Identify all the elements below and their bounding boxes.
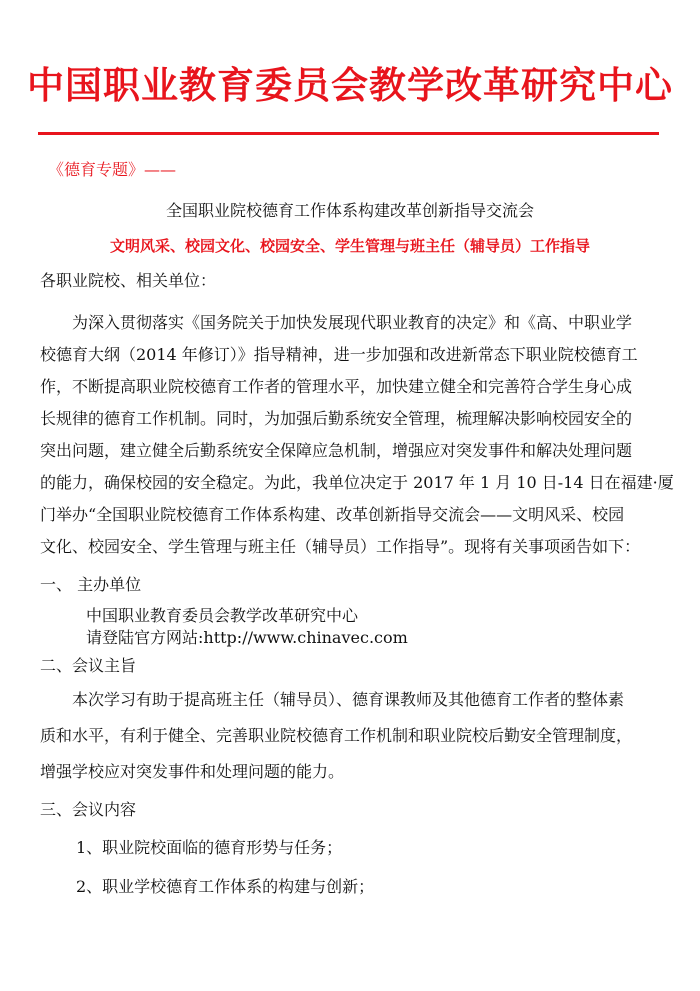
content-item: 2、职业学校德育工作体系的构建与创新； [76, 877, 375, 896]
purpose-line: 增强学校应对突发事件和处理问题的能力。 [40, 762, 345, 781]
title-divider [38, 132, 659, 135]
organizer-website: 请登陆官方网站:http://www.chinavec.com [86, 628, 408, 647]
section-heading-content: 三、会议内容 [40, 800, 137, 819]
org-title: 中国职业教育委员会教学改革研究中心 [27, 64, 673, 107]
intro-line: 的能力，确保校园的安全稳定。为此，我单位决定于 2017 年 1 月 10 日-14 日在福建·厦 [40, 473, 674, 492]
conference-title: 全国职业院校德育工作体系构建改革创新指导交流会 [165, 201, 534, 220]
content-item: 1、职业院校面临的德育形势与任务； [76, 838, 343, 857]
conference-subtitle: 文明风采、校园文化、校园安全、学生管理与班主任（辅导员）工作指导 [109, 237, 590, 255]
intro-line: 校德育大纲（2014 年修订）》指导精神，进一步加强和改进新常态下职业院校德育工 [40, 345, 638, 364]
intro-line: 长规律的德育工作机制。同时，为加强后勤系统安全管理，梳理解决影响校园安全的 [40, 409, 633, 428]
intro-line: 突出问题，建立健全后勤系统安全保障应急机制，增强应对突发事件和解决处理问题 [40, 441, 633, 460]
section-heading-organizer: 一、 主办单位 [40, 575, 142, 594]
purpose-line: 本次学习有助于提高班主任（辅导员）、德育课教师及其他德育工作者的整体素 [72, 690, 625, 709]
salutation: 各职业院校、相关单位： [40, 271, 217, 290]
intro-line: 作，不断提高职业院校德育工作者的管理水平，加快建立健全和完善符合学生身心成 [40, 377, 633, 396]
topic-label: 《德育专题》—— [48, 160, 177, 179]
purpose-line: 质和水平，有利于健全、完善职业院校德育工作机制和职业院校后勤安全管理制度， [40, 726, 633, 745]
intro-line: 为深入贯彻落实《国务院关于加快发展现代职业教育的决定》和《高、中职业学 [72, 313, 633, 332]
intro-line: 文化、校园安全、学生管理与班主任（辅导员）工作指导”。现将有关事项函告如下： [40, 537, 641, 556]
section-heading-purpose: 二、会议主旨 [40, 656, 137, 675]
organizer-name: 中国职业教育委员会教学改革研究中心 [86, 606, 359, 625]
intro-line: 门举办“全国职业院校德育工作体系构建、改革创新指导交流会——文明风采、校园 [40, 505, 625, 524]
